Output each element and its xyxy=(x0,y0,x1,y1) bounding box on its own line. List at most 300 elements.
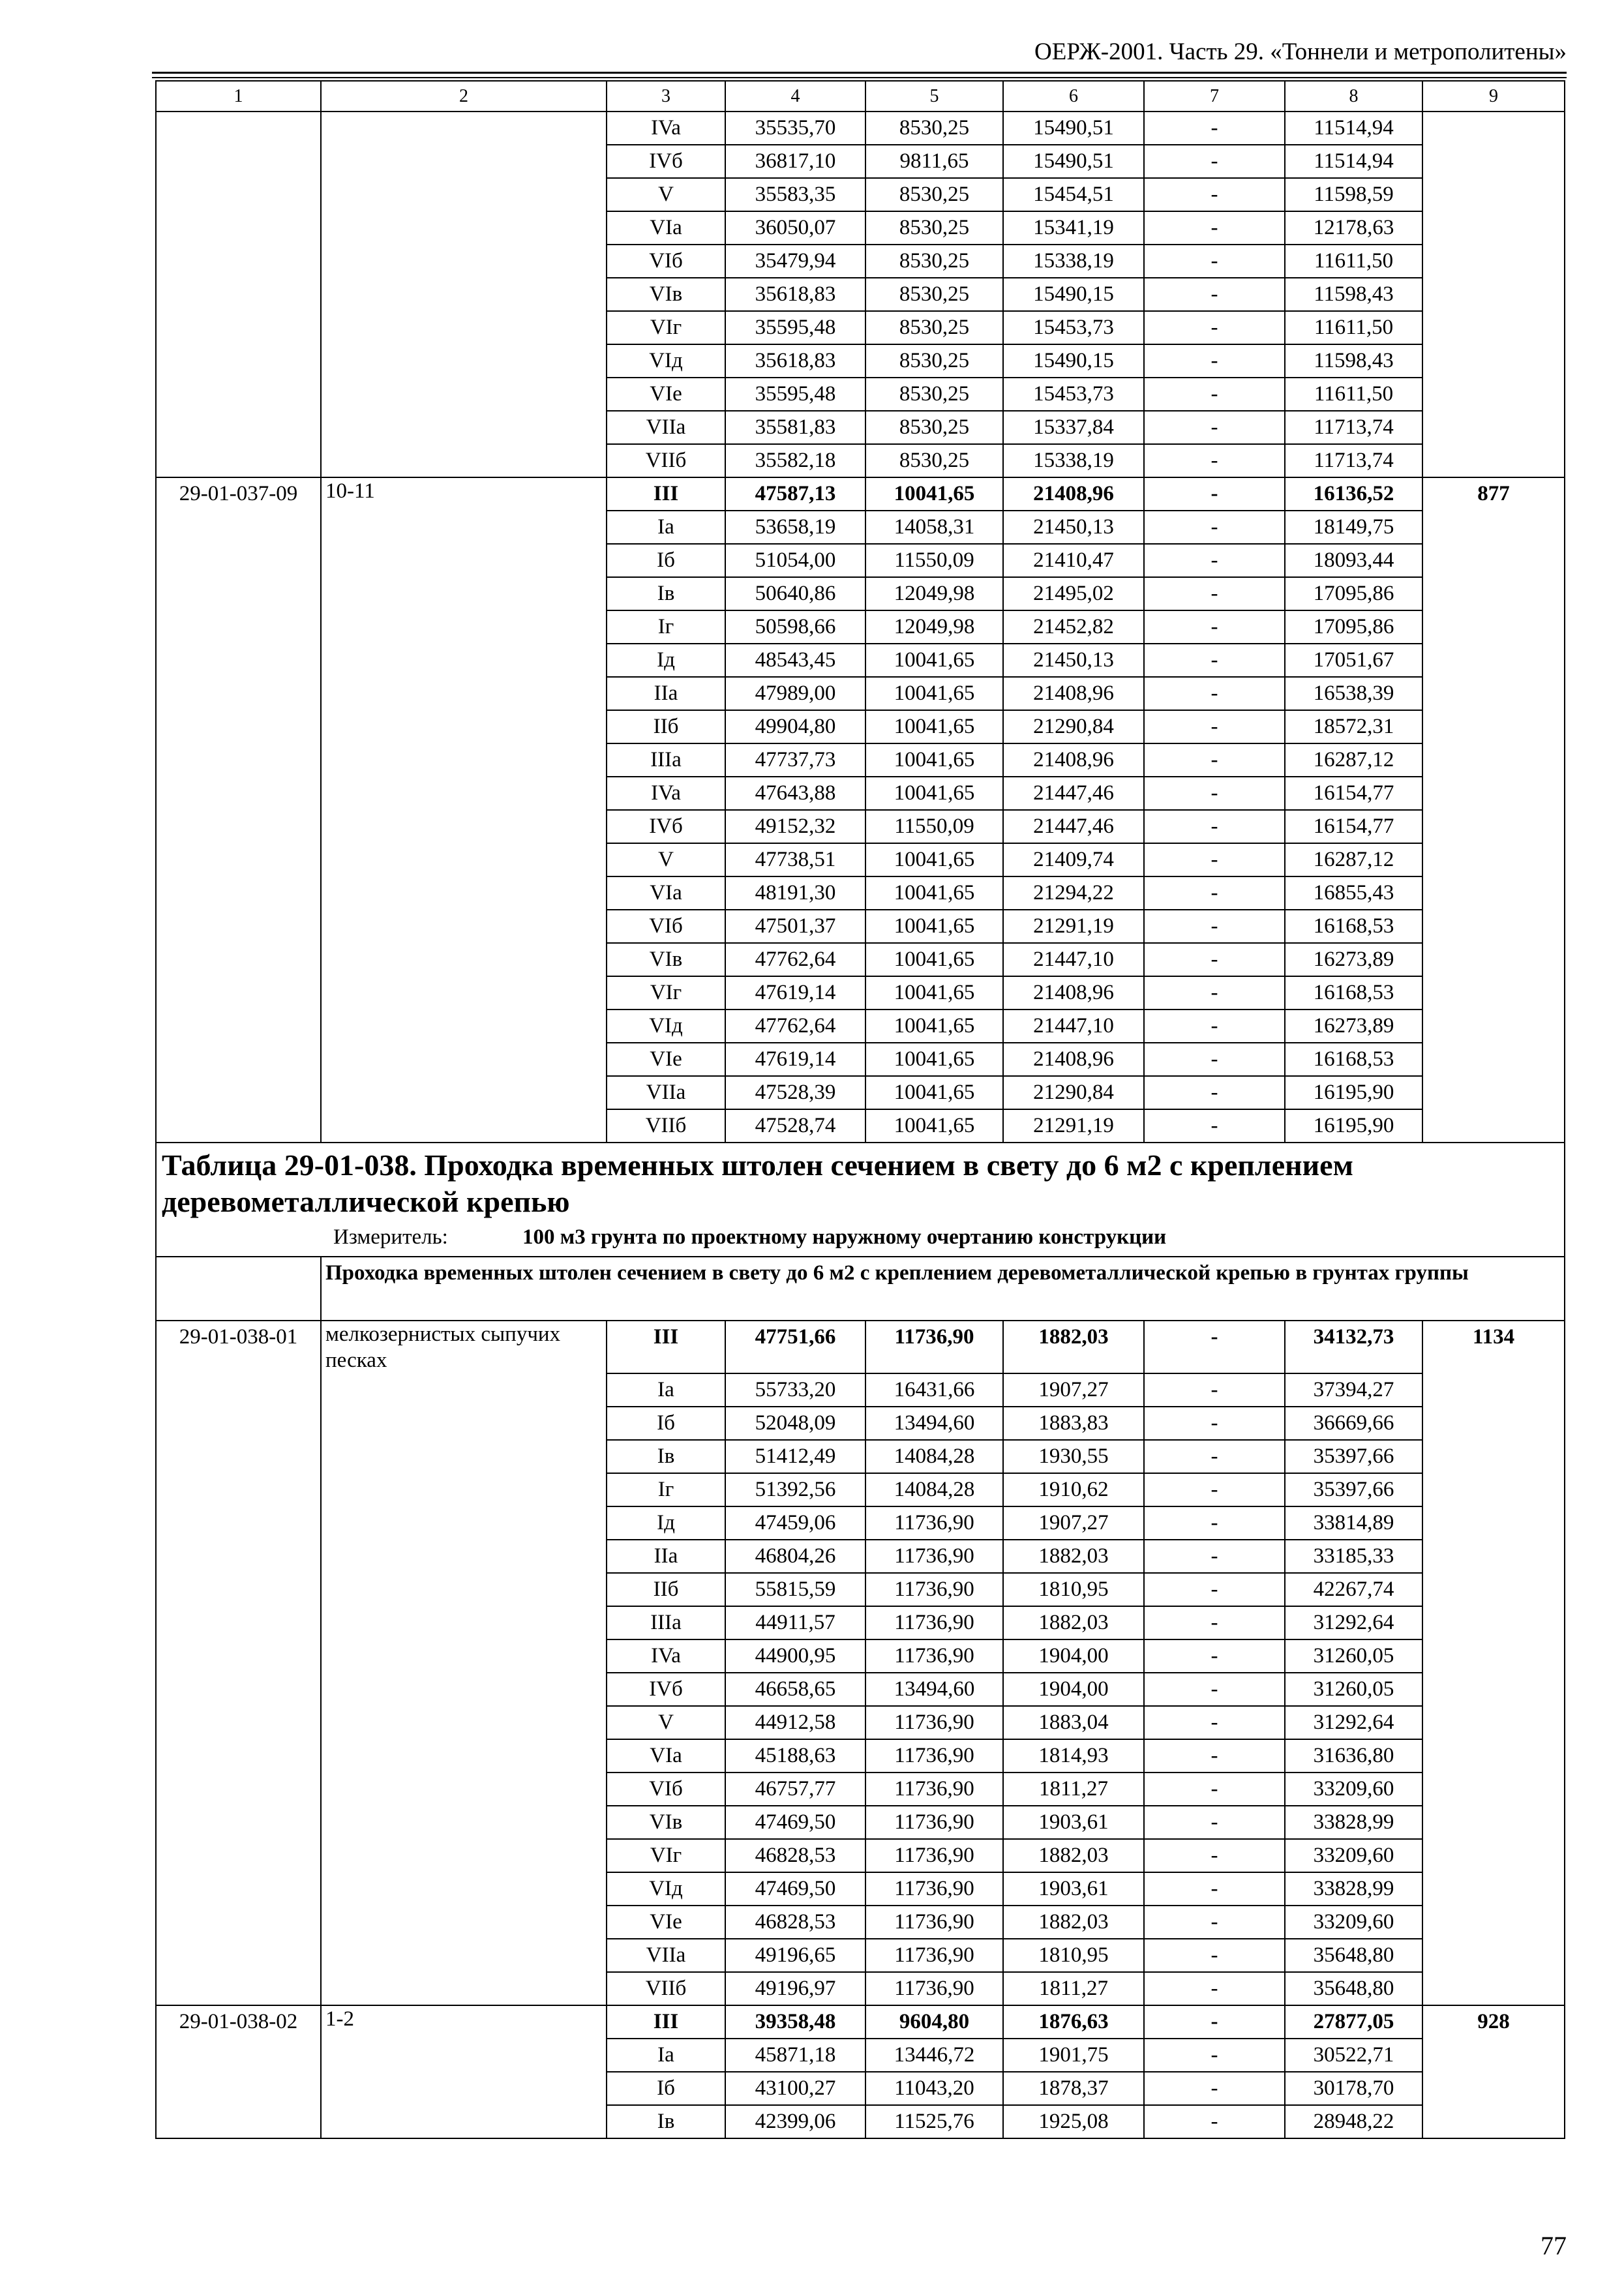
value-cell: 10041,65 xyxy=(865,677,1003,710)
table-cell xyxy=(156,610,321,644)
value-cell: 11713,74 xyxy=(1285,411,1422,444)
table-row xyxy=(156,1806,1565,1839)
value-cell: 16154,77 xyxy=(1285,810,1422,843)
table-cell xyxy=(156,1407,321,1440)
value-cell: 44912,58 xyxy=(725,1706,865,1739)
value-cell: 13494,60 xyxy=(865,1407,1003,1440)
value-cell: 1810,95 xyxy=(1003,1939,1144,1972)
row-label: Ia xyxy=(607,2039,725,2072)
table-cell xyxy=(156,1806,321,1839)
value-cell: 47762,64 xyxy=(725,943,865,976)
value-cell: 46804,26 xyxy=(725,1540,865,1573)
row-label: IVa xyxy=(607,1639,725,1673)
value-cell: - xyxy=(1144,2039,1285,2072)
row-label: Iб xyxy=(607,2072,725,2105)
table-cell xyxy=(1422,577,1565,610)
table-cell xyxy=(1422,211,1565,245)
value-cell: 8530,25 xyxy=(865,178,1003,211)
value-cell: - xyxy=(1144,2005,1285,2039)
value-cell: - xyxy=(1144,311,1285,344)
table-cell xyxy=(321,1043,607,1076)
table-cell xyxy=(321,1839,607,1872)
table-cell xyxy=(156,644,321,677)
column-header: 7 xyxy=(1144,81,1285,112)
row-label: VIe xyxy=(607,378,725,411)
table-cell xyxy=(321,644,607,677)
value-cell: - xyxy=(1144,1939,1285,1972)
table-row xyxy=(156,1440,1565,1473)
row-label: Iд xyxy=(607,644,725,677)
value-cell: 8530,25 xyxy=(865,344,1003,378)
row-label: VIв xyxy=(607,1806,725,1839)
column-header: 2 xyxy=(321,81,607,112)
value-cell: 10041,65 xyxy=(865,943,1003,976)
value-cell: 15490,15 xyxy=(1003,278,1144,311)
value-cell: 14084,28 xyxy=(865,1440,1003,1473)
value-cell: - xyxy=(1144,178,1285,211)
value-cell: 35582,18 xyxy=(725,444,865,477)
table-cell xyxy=(156,677,321,710)
value-cell: 1811,27 xyxy=(1003,1972,1144,2005)
table-cell xyxy=(321,411,607,444)
table-cell xyxy=(156,311,321,344)
value-cell: 15453,73 xyxy=(1003,311,1144,344)
value-cell: - xyxy=(1144,1673,1285,1706)
row-label: IVa xyxy=(607,777,725,810)
table-cell xyxy=(1422,976,1565,1010)
table-cell xyxy=(1422,544,1565,577)
value-cell: 49904,80 xyxy=(725,710,865,743)
value-cell: 8530,25 xyxy=(865,112,1003,145)
table-cell xyxy=(156,1473,321,1506)
value-cell: 42267,74 xyxy=(1285,1573,1422,1606)
value-cell: 35397,66 xyxy=(1285,1473,1422,1506)
table-cell xyxy=(321,1639,607,1673)
row-label: Iб xyxy=(607,1407,725,1440)
value-cell: - xyxy=(1144,1573,1285,1606)
value-cell: 15490,51 xyxy=(1003,112,1144,145)
value-cell: 1878,37 xyxy=(1003,2072,1144,2105)
row-label: VIд xyxy=(607,344,725,378)
value-cell: 11736,90 xyxy=(865,1906,1003,1939)
value-cell: 11550,09 xyxy=(865,810,1003,843)
table-cell xyxy=(156,145,321,178)
value-cell: 18149,75 xyxy=(1285,511,1422,544)
value-cell: - xyxy=(1144,444,1285,477)
table-row xyxy=(156,1839,1565,1872)
table-cell xyxy=(156,1839,321,1872)
value-cell: 55815,59 xyxy=(725,1573,865,1606)
table-cell xyxy=(156,1872,321,1906)
value-cell: - xyxy=(1144,1540,1285,1573)
table-cell xyxy=(156,1639,321,1673)
value-cell: 47738,51 xyxy=(725,843,865,876)
value-cell: - xyxy=(1144,477,1285,511)
table-cell xyxy=(156,976,321,1010)
row-label: VIa xyxy=(607,211,725,245)
table-cell xyxy=(321,1606,607,1639)
value-cell: - xyxy=(1144,1906,1285,1939)
value-cell: 16538,39 xyxy=(1285,677,1422,710)
value-cell: 13446,72 xyxy=(865,2039,1003,2072)
value-cell: 16168,53 xyxy=(1285,976,1422,1010)
table-cell xyxy=(321,278,607,311)
row-label: VIг xyxy=(607,976,725,1010)
value-cell: 1882,03 xyxy=(1003,1906,1144,1939)
table-cell xyxy=(321,743,607,777)
value-cell: 31636,80 xyxy=(1285,1739,1422,1773)
table-cell xyxy=(1422,1972,1565,2005)
value-cell: 35595,48 xyxy=(725,378,865,411)
table-cell xyxy=(1422,1906,1565,1939)
value-cell: 1883,83 xyxy=(1003,1407,1144,1440)
table-cell xyxy=(321,2105,607,2138)
value-cell: 9811,65 xyxy=(865,145,1003,178)
value-cell: - xyxy=(1144,1872,1285,1906)
value-cell: - xyxy=(1144,1321,1285,1373)
value-cell: 47989,00 xyxy=(725,677,865,710)
row-label: VIa xyxy=(607,876,725,910)
value-cell: 11611,50 xyxy=(1285,378,1422,411)
value-cell: 47619,14 xyxy=(725,976,865,1010)
value-cell: - xyxy=(1144,577,1285,610)
value-cell: 49196,97 xyxy=(725,1972,865,2005)
table-row xyxy=(156,1739,1565,1773)
value-cell: 21294,22 xyxy=(1003,876,1144,910)
table-cell xyxy=(156,444,321,477)
value-cell: 8530,25 xyxy=(865,378,1003,411)
table-cell xyxy=(156,378,321,411)
table-cell xyxy=(1422,1939,1565,1972)
row-label: IIIa xyxy=(607,743,725,777)
value-cell: 46828,53 xyxy=(725,1906,865,1939)
table-cell xyxy=(321,1010,607,1043)
value-cell: 35618,83 xyxy=(725,344,865,378)
row-label: V xyxy=(607,1706,725,1739)
value-cell: 1930,55 xyxy=(1003,1440,1144,1473)
value-cell: 1882,03 xyxy=(1003,1839,1144,1872)
table-cell xyxy=(156,511,321,544)
value-cell: - xyxy=(1144,378,1285,411)
value-cell: 16195,90 xyxy=(1285,1109,1422,1143)
value-cell: 15337,84 xyxy=(1003,411,1144,444)
value-cell: 45188,63 xyxy=(725,1739,865,1773)
value-cell: 33209,60 xyxy=(1285,1906,1422,1939)
value-cell: 1910,62 xyxy=(1003,1473,1144,1506)
value-cell: 15490,15 xyxy=(1003,344,1144,378)
value-cell: 47459,06 xyxy=(725,1506,865,1540)
value-cell: 11736,90 xyxy=(865,1972,1003,2005)
value-cell: - xyxy=(1144,2105,1285,2138)
table-subheading: Проходка временных штолен сечением в свету до 6 м2 с креплением деревометаллической крепью в грунтах группы xyxy=(321,1257,1565,1321)
value-cell: - xyxy=(1144,976,1285,1010)
value-cell: 21450,13 xyxy=(1003,644,1144,677)
value-cell: 51392,56 xyxy=(725,1473,865,1506)
value-cell: - xyxy=(1144,610,1285,644)
item-code: 29-01-037-09 xyxy=(156,477,321,511)
value-cell: 16168,53 xyxy=(1285,1043,1422,1076)
row-label: VIд xyxy=(607,1872,725,1906)
value-cell: 16168,53 xyxy=(1285,910,1422,943)
value-cell: 34132,73 xyxy=(1285,1321,1422,1373)
value-cell: 33814,89 xyxy=(1285,1506,1422,1540)
table-row xyxy=(156,976,1565,1010)
value-cell: 21291,19 xyxy=(1003,910,1144,943)
value-cell: 33209,60 xyxy=(1285,1839,1422,1872)
row-label: IIб xyxy=(607,710,725,743)
value-cell: 51054,00 xyxy=(725,544,865,577)
value-cell: 42399,06 xyxy=(725,2105,865,2138)
value-cell: 33828,99 xyxy=(1285,1872,1422,1906)
table-cell xyxy=(321,577,607,610)
table-cell xyxy=(156,1972,321,2005)
table-cell xyxy=(321,1739,607,1773)
table-row xyxy=(156,1407,1565,1440)
table-row xyxy=(156,1606,1565,1639)
value-cell: 8530,25 xyxy=(865,211,1003,245)
table-row xyxy=(156,378,1565,411)
value-cell: 1883,04 xyxy=(1003,1706,1144,1739)
value-cell: 12049,98 xyxy=(865,577,1003,610)
row-label: Iг xyxy=(607,610,725,644)
table-row xyxy=(156,245,1565,278)
value-cell: - xyxy=(1144,1806,1285,1839)
table-cell xyxy=(156,1076,321,1109)
value-cell: 10041,65 xyxy=(865,976,1003,1010)
value-cell: 28948,22 xyxy=(1285,2105,1422,2138)
table-cell xyxy=(321,511,607,544)
table-cell xyxy=(1422,1806,1565,1839)
table-row xyxy=(156,1076,1565,1109)
table-cell xyxy=(156,943,321,976)
value-cell: 8530,25 xyxy=(865,311,1003,344)
value-cell: - xyxy=(1144,1407,1285,1440)
table-cell xyxy=(321,943,607,976)
row-label: Iг xyxy=(607,1473,725,1506)
table-cell xyxy=(321,1806,607,1839)
table-row xyxy=(156,1639,1565,1673)
value-cell: 47619,14 xyxy=(725,1043,865,1076)
value-cell: 10041,65 xyxy=(865,1010,1003,1043)
table-cell xyxy=(321,1939,607,1972)
value-cell: - xyxy=(1144,145,1285,178)
value-cell: 15453,73 xyxy=(1003,378,1144,411)
table-cell xyxy=(1422,1639,1565,1673)
table-cell xyxy=(321,444,607,477)
table-row xyxy=(156,677,1565,710)
row-label: VIe xyxy=(607,1043,725,1076)
column-header: 4 xyxy=(725,81,865,112)
table-row xyxy=(156,1506,1565,1540)
value-cell: 53658,19 xyxy=(725,511,865,544)
value-cell: - xyxy=(1144,245,1285,278)
value-cell: - xyxy=(1144,644,1285,677)
row-label: VIб xyxy=(607,910,725,943)
value-cell: 16136,52 xyxy=(1285,477,1422,511)
table-cell xyxy=(1422,1573,1565,1606)
value-cell: 11611,50 xyxy=(1285,245,1422,278)
value-cell: 50640,86 xyxy=(725,577,865,610)
value-cell: 16195,90 xyxy=(1285,1076,1422,1109)
table-row xyxy=(156,311,1565,344)
value-cell: 16287,12 xyxy=(1285,843,1422,876)
value-cell: 9604,80 xyxy=(865,2005,1003,2039)
value-cell: 35595,48 xyxy=(725,311,865,344)
value-cell: 11736,90 xyxy=(865,1806,1003,1839)
value-cell: 11736,90 xyxy=(865,1606,1003,1639)
subheading-row xyxy=(156,1257,1565,1321)
table-cell xyxy=(1422,710,1565,743)
value-cell: 47762,64 xyxy=(725,1010,865,1043)
measure-cell xyxy=(156,1220,1565,1257)
value-cell: 51412,49 xyxy=(725,1440,865,1473)
value-cell: 36050,07 xyxy=(725,211,865,245)
table-cell xyxy=(1422,2072,1565,2105)
value-cell: 11514,94 xyxy=(1285,145,1422,178)
table-cell xyxy=(156,1010,321,1043)
value-cell: 14084,28 xyxy=(865,1473,1003,1506)
value-cell: 21408,96 xyxy=(1003,477,1144,511)
item-code: 29-01-038-02 xyxy=(156,2005,321,2039)
table-cell xyxy=(156,178,321,211)
value-cell: 46658,65 xyxy=(725,1673,865,1706)
table-cell xyxy=(1422,644,1565,677)
column-header: 3 xyxy=(607,81,725,112)
value-cell: 36669,66 xyxy=(1285,1407,1422,1440)
table-cell xyxy=(1422,1540,1565,1573)
table-cell xyxy=(1422,444,1565,477)
table-cell xyxy=(156,1109,321,1143)
table-cell xyxy=(156,1440,321,1473)
value-cell: - xyxy=(1144,1043,1285,1076)
value-cell: - xyxy=(1144,1076,1285,1109)
value-cell: 10041,65 xyxy=(865,910,1003,943)
value-cell: 11736,90 xyxy=(865,1739,1003,1773)
table-cell xyxy=(1422,910,1565,943)
table-cell xyxy=(1422,1043,1565,1076)
value-cell: 10041,65 xyxy=(865,477,1003,511)
value-cell: 15338,19 xyxy=(1003,245,1144,278)
value-cell: 17095,86 xyxy=(1285,577,1422,610)
value-cell: 11736,90 xyxy=(865,1773,1003,1806)
table-cell xyxy=(156,1257,321,1321)
row-label: IIб xyxy=(607,1573,725,1606)
value-cell: 35583,35 xyxy=(725,178,865,211)
table-cell xyxy=(321,1906,607,1939)
table-cell xyxy=(1422,145,1565,178)
value-cell: 11736,90 xyxy=(865,1573,1003,1606)
table-cell xyxy=(321,178,607,211)
table-cell xyxy=(321,976,607,1010)
value-cell: 31260,05 xyxy=(1285,1639,1422,1673)
value-cell: 35397,66 xyxy=(1285,1440,1422,1473)
value-cell: 11736,90 xyxy=(865,1872,1003,1906)
value-cell: 35648,80 xyxy=(1285,1939,1422,1972)
table-cell xyxy=(321,1706,607,1739)
table-row xyxy=(156,178,1565,211)
value-cell: 37394,27 xyxy=(1285,1373,1422,1407)
value-cell: - xyxy=(1144,876,1285,910)
value-cell: 33828,99 xyxy=(1285,1806,1422,1839)
value-cell: - xyxy=(1144,1606,1285,1639)
value-cell: 30522,71 xyxy=(1285,2039,1422,2072)
value-cell: 14058,31 xyxy=(865,511,1003,544)
table-cell xyxy=(156,278,321,311)
value-cell: 13494,60 xyxy=(865,1673,1003,1706)
value-cell: - xyxy=(1144,1473,1285,1506)
table-cell xyxy=(321,677,607,710)
table-cell xyxy=(1422,1706,1565,1739)
table-row xyxy=(156,1872,1565,1906)
value-cell: 11598,59 xyxy=(1285,178,1422,211)
table-cell xyxy=(321,1506,607,1540)
value-cell: 15341,19 xyxy=(1003,211,1144,245)
value-cell: 21495,02 xyxy=(1003,577,1144,610)
value-cell: 1876,63 xyxy=(1003,2005,1144,2039)
measure-row xyxy=(156,1220,1565,1257)
column-header: 1 xyxy=(156,81,321,112)
table-cell xyxy=(1422,311,1565,344)
value-cell: 11598,43 xyxy=(1285,344,1422,378)
table-row xyxy=(156,112,1565,145)
table-cell xyxy=(156,1939,321,1972)
table-cell xyxy=(156,544,321,577)
row-label: IVб xyxy=(607,810,725,843)
table-cell xyxy=(321,1540,607,1573)
table-cell xyxy=(1422,1506,1565,1540)
row-label: Iв xyxy=(607,2105,725,2138)
value-cell: 10041,65 xyxy=(865,644,1003,677)
table-cell xyxy=(156,1373,321,1407)
table-cell xyxy=(1422,1373,1565,1407)
table-cell xyxy=(1422,677,1565,710)
table-cell xyxy=(321,378,607,411)
value-cell: - xyxy=(1144,777,1285,810)
table-cell xyxy=(321,2039,607,2072)
table-cell xyxy=(321,1407,607,1440)
value-cell: 1814,93 xyxy=(1003,1739,1144,1773)
value-cell: - xyxy=(1144,1839,1285,1872)
value-cell: 11598,43 xyxy=(1285,278,1422,311)
table-row xyxy=(156,1473,1565,1506)
table-row xyxy=(156,544,1565,577)
row-label: Iб xyxy=(607,544,725,577)
value-cell: 21447,10 xyxy=(1003,1010,1144,1043)
row-label: VIб xyxy=(607,245,725,278)
table-cell xyxy=(1422,378,1565,411)
value-cell: - xyxy=(1144,112,1285,145)
row-label: VIд xyxy=(607,1010,725,1043)
value-cell: 47528,39 xyxy=(725,1076,865,1109)
value-cell: 11713,74 xyxy=(1285,444,1422,477)
value-cell: 1907,27 xyxy=(1003,1373,1144,1407)
table-cell xyxy=(1422,876,1565,910)
table-cell xyxy=(1422,1872,1565,1906)
page-header: ОЕРЖ-2001. Часть 29. «Тоннели и метрополитены» xyxy=(1034,38,1567,65)
value-cell: 55733,20 xyxy=(725,1373,865,1407)
row-label: IVб xyxy=(607,1673,725,1706)
table-cell xyxy=(1422,178,1565,211)
row-label: VIIa xyxy=(607,1939,725,1972)
table-row xyxy=(156,910,1565,943)
table-cell xyxy=(156,910,321,943)
value-cell: 10041,65 xyxy=(865,710,1003,743)
value-cell: - xyxy=(1144,544,1285,577)
value-cell: 8530,25 xyxy=(865,444,1003,477)
value-cell: 1811,27 xyxy=(1003,1773,1144,1806)
value-cell: 1810,95 xyxy=(1003,1573,1144,1606)
value-cell: 35618,83 xyxy=(725,278,865,311)
